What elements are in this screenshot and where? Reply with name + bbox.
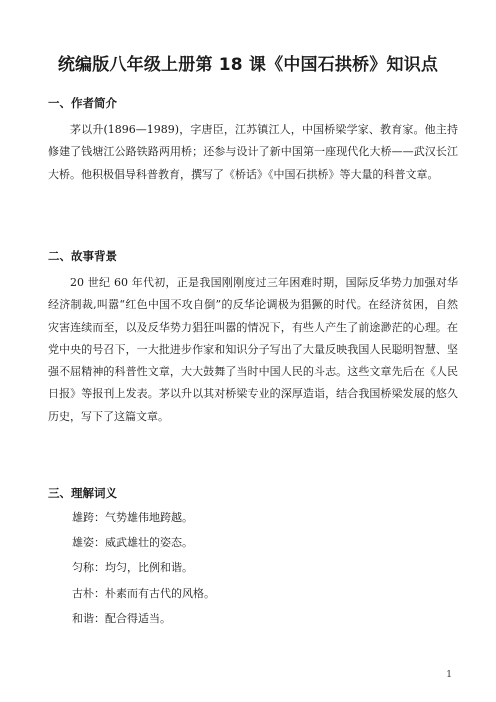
page-number: 1 bbox=[446, 670, 452, 680]
vocabulary-list bbox=[48, 505, 458, 631]
section-heading-background: 二、故事背景 bbox=[48, 249, 117, 263]
section-heading-author: 一、作者简介 bbox=[48, 96, 117, 110]
author-paragraph: 茅以升(1896—1989)，字唐臣，江苏镇江人，中国桥梁学家、教育家。他主持修建了钱塘江公路铁路两用桥；还参与设计了新中国第一座现代化大桥——武汉长江大桥。他积极倡导科普教育，撰写了《桥话》《中国石拱桥》等大量的科普文章。 bbox=[48, 123, 458, 181]
vocabulary-item: 雄姿：威武雄壮的姿态。 bbox=[72, 536, 193, 550]
vocabulary-item: 雄跨：气势雄伟地跨越。 bbox=[72, 511, 193, 524]
section-author bbox=[48, 95, 458, 186]
background-paragraph: 20 世纪 60 年代初，正是我国刚刚度过三年困难时期，国际反华势力加强对华经济制裁,叫嚣“红色中国不攻自倒”的反华论调极为猖獗的时代。在经济贫困，自然灾害连续而至，以及反华势力猖狂叫嚣的情况下，有些人产生了前途渺茫的心理。在党中央的号召下，一大批进步作家和知识分子写出了大量反映我国人民聪明智慧、坚强不屈精神的科普性文章，大大鼓舞了当时中国人民的斗志。这些文章先后在《人民日报》等报刊上发表。茅以升以其对桥梁专业的深厚造诣，结合我国桥梁发展的悠久历史，写下了这篇文章。 bbox=[48, 276, 458, 423]
document-title: 统编版八年级上册第 18 课《中国石拱桥》知识点 bbox=[57, 55, 439, 75]
section-background bbox=[48, 248, 458, 428]
vocabulary-item: 和谐：配合得适当。 bbox=[72, 611, 171, 625]
section-vocabulary bbox=[48, 485, 458, 631]
section-heading-vocabulary: 三、理解词义 bbox=[48, 486, 117, 500]
vocabulary-item: 古朴：朴素而有古代的风格。 bbox=[72, 586, 215, 600]
vocabulary-item: 匀称：均匀，比例和谐。 bbox=[72, 561, 193, 575]
